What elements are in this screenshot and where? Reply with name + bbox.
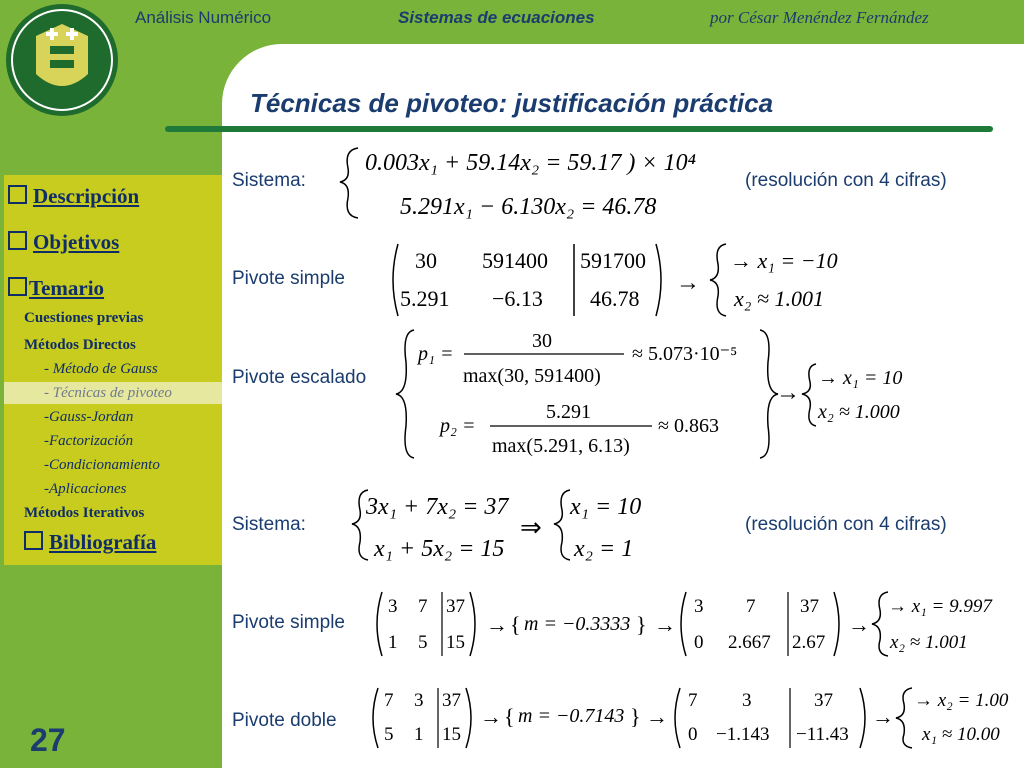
arrow-icon: → <box>480 704 502 729</box>
ps2-a22: 5 <box>418 632 428 653</box>
brace-close-icon: } <box>636 612 647 637</box>
label-sistema-2: Sistema: <box>232 514 306 535</box>
brace-icon <box>802 364 816 426</box>
label-pivote-simple-1: Pivote simple <box>232 268 345 289</box>
nav-bibliografia[interactable]: Bibliografía <box>24 530 156 555</box>
brace-open-icon: { <box>510 612 521 637</box>
system2-eq1: 3x₁ + 7x₂ = 37 <box>366 494 509 520</box>
ps2-a21: 1 <box>388 632 398 653</box>
paren-right-icon <box>834 592 839 656</box>
label-pivote-escalado: Pivote escalado <box>232 367 367 388</box>
page-number: 27 <box>30 722 66 758</box>
ps2-a13: 37 <box>446 596 465 617</box>
paren-left-icon <box>373 688 378 748</box>
system1-eq1: 0.003x₁ + 59.14x₂ = 59.17 ) × 10⁴ <box>365 150 696 176</box>
nav-metodos-directos[interactable]: Métodos Directos <box>24 337 136 353</box>
system2-sol2: x₂ = 1 <box>574 536 634 562</box>
ps2-b13: 37 <box>800 596 819 617</box>
ps1-a13: 591700 <box>580 248 646 273</box>
ps1-result-2: x₂ ≈ 1.001 <box>734 286 824 311</box>
pd-a23: 15 <box>442 724 461 745</box>
nav-factorizacion[interactable]: -Factorización <box>44 433 134 449</box>
brace-icon <box>340 148 358 218</box>
esc-p2-den: max(5.291, 6.13) <box>492 435 630 457</box>
ps2-b22: 2.667 <box>728 632 771 653</box>
esc-p1-den: max(30, 591400) <box>463 365 601 387</box>
esc-result-2: x₂ ≈ 1.000 <box>818 401 900 423</box>
pd-b21: 0 <box>688 724 698 745</box>
nav-metodo-gauss[interactable]: - Método de Gauss <box>44 361 158 377</box>
paren-left-icon <box>681 592 686 656</box>
ps1-a22: −6.13 <box>492 286 543 311</box>
nav-descripcion[interactable]: Descripción <box>8 184 139 209</box>
header-course: Análisis Numérico <box>135 8 272 27</box>
ps2-multiplier: m = −0.3333 <box>524 613 631 635</box>
paren-left-icon <box>675 688 680 748</box>
pd-b11: 7 <box>688 690 698 711</box>
esc-p2: p₂ = <box>440 415 476 437</box>
pd-a12: 3 <box>414 690 424 711</box>
esc-p2-val: ≈ 0.863 <box>658 415 719 437</box>
esc-result-1: → x₁ = 10 <box>818 367 903 389</box>
nav-condicionamiento[interactable]: -Condicionamiento <box>44 457 160 473</box>
arrow-icon: → <box>654 612 676 637</box>
ps2-result-1: → x₁ = 9.997 <box>888 596 992 617</box>
arrow-icon: → <box>848 612 870 637</box>
arrow-icon: → <box>676 270 700 296</box>
paren-left-icon <box>377 592 382 656</box>
nav-tecnicas-pivoteo[interactable]: - Técnicas de pivoteo <box>44 385 172 401</box>
nav-gauss-jordan[interactable]: -Gauss-Jordan <box>44 409 134 425</box>
system2-eq2: x₁ + 5x₂ = 15 <box>374 536 505 562</box>
implies-icon: ⇒ <box>520 513 542 542</box>
header-chapter: Sistemas de ecuaciones <box>398 8 595 27</box>
slide-title: Técnicas de pivoteo: justificación práctica <box>250 88 774 118</box>
nav-temario[interactable]: Temario <box>8 276 104 301</box>
label-pivote-simple-2: Pivote simple <box>232 612 345 633</box>
label-sistema-1: Sistema: <box>232 170 306 191</box>
label-resolucion-2: (resolución con 4 cifras) <box>745 514 947 535</box>
paren-right-icon <box>470 592 475 656</box>
pd-multiplier: m = −0.7143 <box>518 705 625 727</box>
pd-a11: 7 <box>384 690 394 711</box>
ps2-b23: 2.67 <box>792 632 826 653</box>
ps2-a11: 3 <box>388 596 398 617</box>
label-pivote-doble: Pivote doble <box>232 710 337 731</box>
ps2-b21: 0 <box>694 632 704 653</box>
paren-right-icon <box>656 244 661 316</box>
pd-b23: −11.43 <box>796 724 849 745</box>
ps2-result-2: x₂ ≈ 1.001 <box>890 632 968 653</box>
esc-p1-val: ≈ 5.073·10⁻⁵ <box>632 343 738 365</box>
header-author: por César Menéndez Fernández <box>710 8 929 27</box>
nav-objetivos[interactable]: Objetivos <box>8 230 119 255</box>
arrow-icon: → <box>776 380 800 406</box>
esc-p1-num: 30 <box>532 330 552 352</box>
system2-sol1: x₁ = 10 <box>570 494 642 520</box>
ps2-b12: 7 <box>746 596 756 617</box>
ps1-a21: 5.291 <box>400 286 450 311</box>
nav-cuestiones-previas[interactable]: Cuestiones previas <box>24 310 144 326</box>
pd-b13: 37 <box>814 690 833 711</box>
brace-icon <box>710 244 726 316</box>
pd-result-1: → x₂ = 1.00 <box>914 690 1009 711</box>
ps2-a23: 15 <box>446 632 465 653</box>
pd-a22: 1 <box>414 724 424 745</box>
ps2-a12: 7 <box>418 596 428 617</box>
brace-close-icon: } <box>630 704 641 729</box>
pd-b12: 3 <box>742 690 752 711</box>
brace-open-icon: { <box>504 704 515 729</box>
brace-icon <box>872 592 888 656</box>
pd-a13: 37 <box>442 690 461 711</box>
label-resolucion-1: (resolución con 4 cifras) <box>745 170 947 191</box>
esc-p1: p₁ = <box>418 343 454 365</box>
arrow-icon: → <box>872 704 894 729</box>
brace-icon <box>396 330 414 458</box>
ps1-a23: 46.78 <box>590 286 640 311</box>
nav-metodos-iterativos[interactable]: Métodos Iterativos <box>24 505 145 521</box>
paren-left-icon <box>393 244 398 316</box>
pd-b22: −1.143 <box>716 724 770 745</box>
brace-icon <box>554 490 570 560</box>
nav-aplicaciones[interactable]: -Aplicaciones <box>44 481 127 497</box>
brace-icon <box>896 688 912 748</box>
paren-right-icon <box>860 688 865 748</box>
ps1-result-1: → x₁ = −10 <box>730 248 838 273</box>
system1-eq2: 5.291x₁ − 6.130x₂ = 46.78 <box>400 194 657 220</box>
esc-p2-num: 5.291 <box>546 401 591 423</box>
ps1-a12: 591400 <box>482 248 548 273</box>
paren-right-icon <box>466 688 471 748</box>
arrow-icon: → <box>486 612 508 637</box>
arrow-icon: → <box>646 704 668 729</box>
pd-result-2: x₁ ≈ 10.00 <box>922 724 1000 745</box>
pd-a21: 5 <box>384 724 394 745</box>
ps1-a11: 30 <box>415 248 437 273</box>
ps2-b11: 3 <box>694 596 704 617</box>
